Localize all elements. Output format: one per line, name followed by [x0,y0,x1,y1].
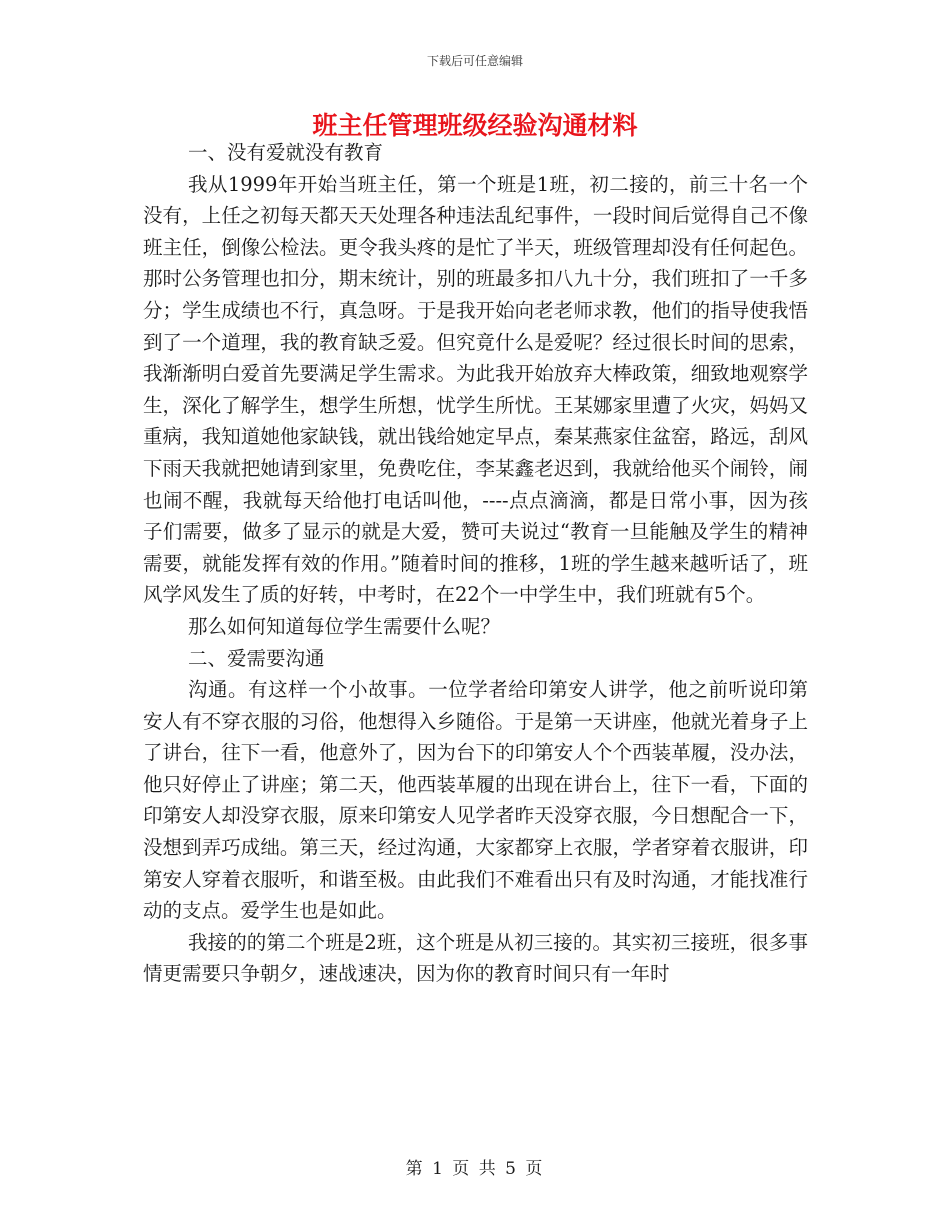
paragraph-2: 那么如何知道每位学生需要什么呢？ [188,614,501,638]
paragraph-1: 我从1999年开始当班主任，第一个班是1班，初二接的，前三十名一个没有，上任之初每天都天天处理各种违法乱纪事件，一段时间后觉得自己不像班主任，倒像公检法。更令我头疼的是忙了半天，班级管理却没有任何起色。那时公务管理也扣分，期末统计，别的班最多扣八九十分，我们班扣了一千多分；学生成绩也不行，真急呀。于是我开始向老老师求教，他们的指导使我悟到了一个道理，我的教育缺乏爱。但究竟什么是爱呢？经过很长时间的思索，我渐渐明白爱首先要满足学生需求。为此我开始放弃大棒政策，细致地观察学生，深化了解学生，想学生所想，忧学生所忧。王某娜家里遭了火灾，妈妈又重病，我知道她他家缺钱，就出钱给她定早点，秦某燕家住盆窑，路远，刮风下雨天我就把她请到家里，免费吃住，李某鑫老迟到，我就给他买个闹铃，闹也闹不醒，我就每天给他打电话叫他，----点点滴滴，都是日常小事，因为孩子们需要，做多了显示的就是大爱，赞可夫说过“教育一旦能触及学生的精神需要，就能发挥有效的作用。”随着时间的推移，1班的学生越来越听话了，班风学风发生了质的好转，中考时，在22个一中学生中，我们班就有5个。 [143,172,808,607]
paragraph-3: 沟通。有这样一个小故事。一位学者给印第安人讲学，他之前听说印第安人有不穿衣服的习俗，他想得入乡随俗。于是第一天讲座，他就光着身子上了讲台，往下一看，他意外了，因为台下的印第安人个个西装革履，没办法，他只好停止了讲座；第二天，他西装革履的出现在讲台上，往下一看，下面的印第安人却没穿衣服，原来印第安人见学者昨天没穿衣服，今日想配合一下，没想到弄巧成绌。第三天，经过沟通，大家都穿上衣服，学者穿着衣服讲，印第安人穿着衣服听，和谐至极。由此我们不难看出只有及时沟通，才能找准行动的支点。爱学生也是如此。 [143,678,808,923]
page-number: 第 1 页 共 5 页 [405,1159,545,1179]
paragraph-4: 我接的的第二个班是2班，这个班是从初三接的。其实初三接班，很多事情更需要只争朝夕，速战速决，因为你的教育时间只有一年时 [143,930,808,986]
section-heading-2: 二、爱需要沟通 [188,646,325,670]
document-title: 班主任管理班级经验沟通材料 [312,111,638,140]
header-note: 下载后可任意编辑 [426,54,523,68]
document-body [143,137,808,990]
section-heading-1: 一、没有爱就没有教育 [188,141,384,164]
